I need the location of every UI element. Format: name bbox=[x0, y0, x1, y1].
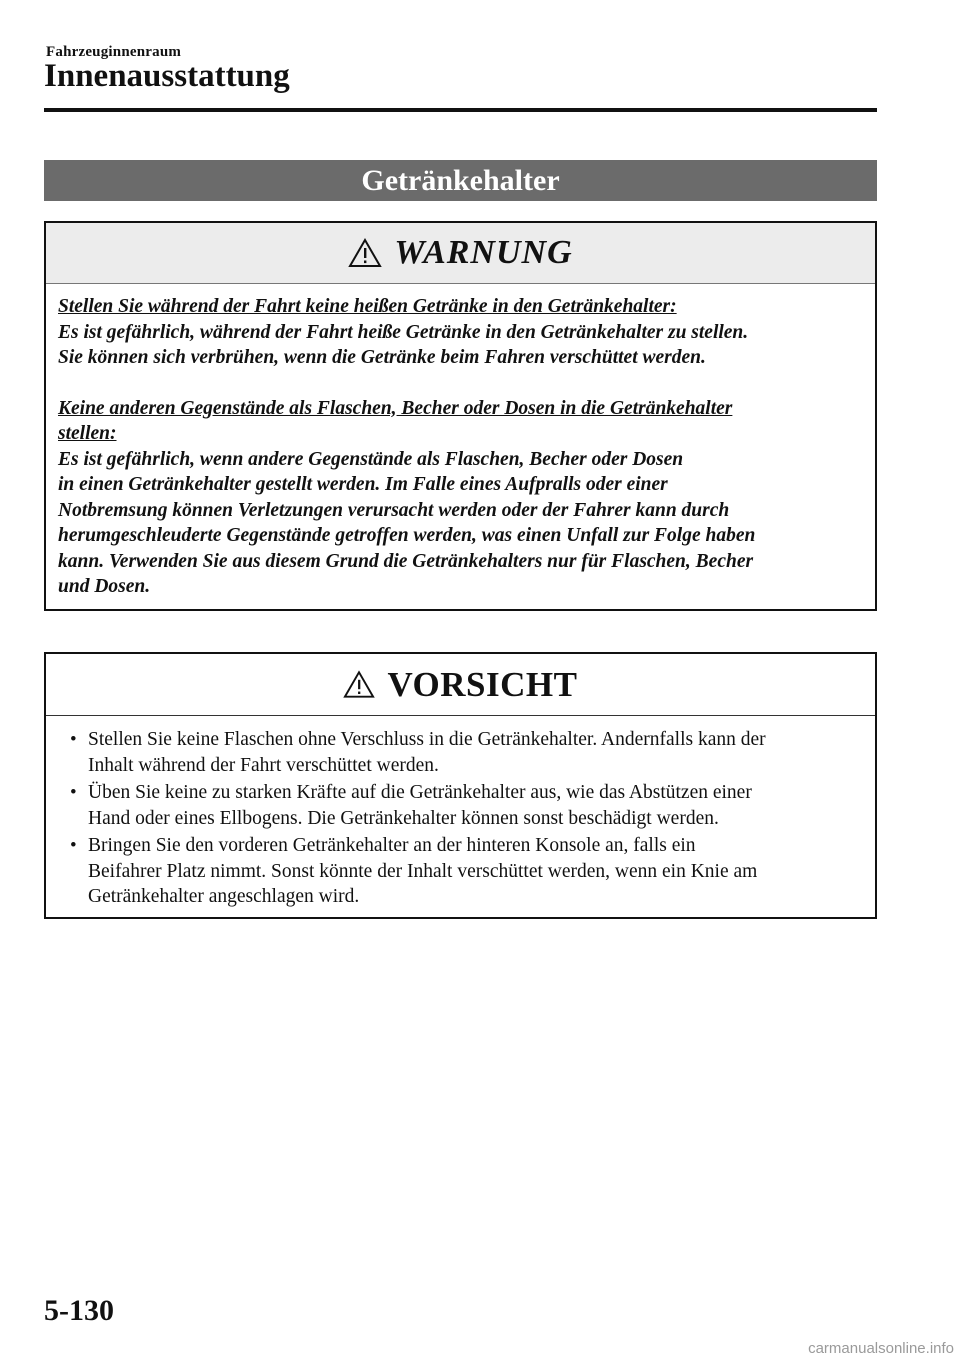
warning-body bbox=[46, 284, 875, 600]
warning-heading-1: Stellen Sie während der Fahrt keine heißen Getränke in den Getränkehalter: bbox=[58, 296, 677, 317]
warning-text-line: herumgeschleuderte Gegenstände getroffen werden, was einen Unfall zur Folge haben bbox=[58, 525, 756, 546]
bullet: • bbox=[70, 835, 77, 856]
chapter-label: Fahrzeuginnenraum bbox=[46, 44, 182, 60]
warning-triangle-icon bbox=[348, 238, 382, 268]
warning-header bbox=[46, 223, 875, 284]
caution-box bbox=[44, 652, 877, 919]
list-item-line: Hand oder eines Ellbogens. Die Getränkehalter können sonst beschädigt werden. bbox=[88, 807, 719, 829]
list-item-line: Inhalt während der Fahrt verschüttet werden. bbox=[88, 754, 439, 776]
caution-list bbox=[46, 716, 875, 910]
bullet: • bbox=[70, 782, 77, 803]
watermark: carmanualsonline.info bbox=[808, 1340, 954, 1357]
warning-text-line: Notbremsung können Verletzungen verursacht werden oder der Fahrer kann durch bbox=[58, 499, 730, 521]
page-number: 5-130 bbox=[44, 1294, 114, 1327]
warning-box bbox=[44, 221, 877, 611]
warning-text-line: Es ist gefährlich, wenn andere Gegenstände als Flaschen, Becher oder Dosen bbox=[58, 448, 684, 470]
warning-heading-2: Keine anderen Gegenstände als Flaschen, Becher oder Dosen in die Getränkehalter bbox=[58, 397, 733, 419]
warning-text-line: und Dosen. bbox=[58, 576, 151, 597]
section-band-title: Getränkehalter bbox=[361, 163, 560, 197]
warning-text-line: Es ist gefährlich, während der Fahrt heiße Getränke in den Getränkehalter zu stellen. bbox=[58, 321, 749, 343]
section-band bbox=[44, 160, 877, 201]
caution-title: VORSICHT bbox=[387, 664, 578, 704]
list-item bbox=[66, 780, 861, 831]
warning-text-line: in einen Getränkehalter gestellt werden. Im Falle eines Aufpralls oder einer bbox=[58, 474, 668, 495]
warning-triangle-icon bbox=[343, 670, 375, 699]
list-item bbox=[66, 833, 861, 910]
header-divider bbox=[44, 108, 877, 112]
list-item-line: Üben Sie keine zu starken Kräfte auf die Getränkehalter aus, wie das Abstützen einer bbox=[88, 782, 752, 803]
warning-text-line: kann. Verwenden Sie aus diesem Grund die Getränkehalters nur für Flaschen, Becher bbox=[58, 550, 754, 572]
list-item-line: Stellen Sie keine Flaschen ohne Verschluss in die Getränkehalter. Andernfalls kann der bbox=[88, 729, 766, 750]
warning-text-line: Sie können sich verbrühen, wenn die Getränke beim Fahren verschüttet werden. bbox=[58, 347, 706, 368]
warning-heading-2-cont: stellen: bbox=[58, 423, 117, 444]
warning-title: WARNUNG bbox=[394, 234, 573, 271]
caution-header bbox=[46, 654, 875, 716]
list-item-line: Getränkehalter angeschlagen wird. bbox=[88, 886, 360, 907]
list-item-line: Beifahrer Platz nimmt. Sonst könnte der Inhalt verschüttet werden, wenn ein Knie am bbox=[88, 860, 758, 882]
list-item bbox=[66, 727, 861, 778]
list-item-line: Bringen Sie den vorderen Getränkehalter an der hinteren Konsole an, falls ein bbox=[88, 835, 696, 856]
bullet: • bbox=[70, 729, 77, 750]
page-title: Innenausstattung bbox=[44, 58, 290, 94]
